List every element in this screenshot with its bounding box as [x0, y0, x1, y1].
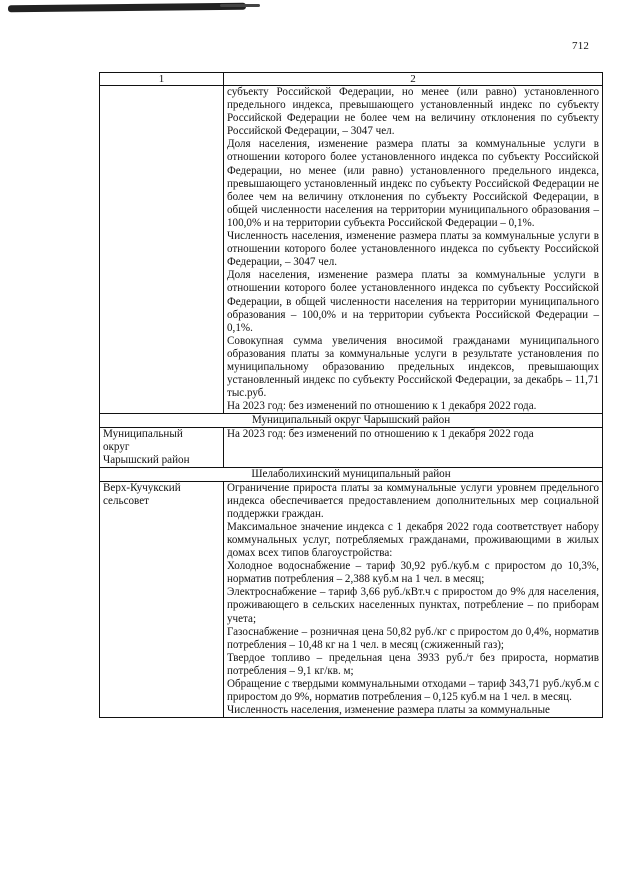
- paragraph: На 2023 год: без изменений по отношению к 1 декабря 2022 года: [227, 427, 534, 440]
- content-cell: [224, 86, 603, 414]
- table-row: [100, 481, 603, 718]
- paragraph: Электроснабжение – тариф 3,66 руб./кВт.ч с приростом до 9% для населения, проживающего в сельских населенных пунктах, потребление – по приборам учета;: [227, 586, 599, 625]
- municipality-name-cell: [100, 427, 224, 467]
- municipality-name-line: округ: [103, 440, 130, 453]
- scan-artifact-bar: [8, 3, 246, 12]
- paragraph: Твердое топливо – предельная цена 3933 руб./т без прироста, норматив потребления – 9,1 кг/кв. м;: [227, 651, 599, 677]
- paragraph: Доля населения, изменение размера платы за коммунальные услуги в отношении которого более установленного индекса по субъекту Российской Федерации, в общей численности населения на территории муниципального образования – 100,0% и на территории субъекта Российской Федерации – 0,1%.: [227, 269, 599, 334]
- municipality-name-line: Чарышский район: [103, 454, 190, 467]
- paragraph: Доля населения, изменение размера платы за коммунальные услуги в отношении которого более установленного индекса по субъекту Российской Федерации, но менее (или равно) установленного предельного индекса, превышающего установленный индекс по субъекту Российской Федерации не более чем на величину отклонения по субъекту Российской Федерации, в общей численности населения на территории муниципального образования – 100,0% и на территории субъекта Российской Федерации – 0,1%.: [227, 138, 599, 229]
- content-cell: [224, 427, 603, 467]
- document-table: [99, 72, 603, 718]
- content-cell: [224, 481, 603, 718]
- paragraph: Газоснабжение – розничная цена 50,82 руб./кг с приростом до 0,4%, норматив потребления – 10,48 кг на 1 чел. в месяц (сжиженный газ);: [227, 625, 599, 651]
- paragraph: Холодное водоснабжение – тариф 30,92 руб./куб.м с приростом до 10,3%, норматив потребления – 2,388 куб.м на 1 чел. в месяц;: [227, 560, 599, 586]
- page-number: 712: [572, 40, 590, 52]
- section-title: Муниципальный округ Чарышский район: [100, 414, 603, 428]
- table-row: [100, 427, 603, 467]
- column-number-1: 1: [100, 73, 224, 86]
- paragraph: Численность населения, изменение размера платы за коммунальные услуги в отношении которого более установленного индекса по субъекту Российской Федерации, – 3047 чел.: [227, 230, 599, 269]
- municipality-name-line: Верх-Кучукский: [103, 481, 181, 494]
- table-row: [100, 86, 603, 414]
- paragraph: субъекту Российской Федерации, но менее (или равно) установленного предельного индекса, превышающего установленный индекс по субъекту Российской Федерации не более чем на величину отклонения по субъекту Российской Федерации, – 3047 чел.: [227, 86, 599, 138]
- section-header-row: [100, 414, 603, 428]
- municipality-name-cell: [100, 481, 224, 718]
- column-number-2: 2: [224, 73, 603, 86]
- empty-cell: [100, 86, 224, 414]
- column-number-row: [100, 73, 603, 86]
- section-header-row: [100, 468, 603, 482]
- paragraph: Совокупная сумма увеличения вносимой гражданами муниципального образования платы за коммунальные услуги в результате установления по муниципальному образованию предельных индексов, превышающих установленный индекс по субъекту Российской Федерации, за декабрь – 11,71 тыс.руб.: [227, 334, 599, 400]
- section-title: Шелаболихинский муниципальный район: [100, 468, 603, 482]
- municipality-name-line: сельсовет: [103, 494, 149, 507]
- municipality-name-line: Муниципальный: [103, 427, 183, 440]
- paragraph: Максимальное значение индекса с 1 декабря 2022 года соответствует набору коммунальных услуг, потребляемых гражданами, проживающими в жилых домах всех типов благоустройства:: [227, 520, 599, 560]
- paragraph: Ограничение прироста платы за коммунальные услуги уровнем предельного индекса обеспечивается предоставлением дополнительных мер социальной поддержки граждан.: [227, 481, 599, 520]
- paragraph: Обращение с твердыми коммунальными отходами – тариф 343,71 руб./куб.м с приростом до 9%, норматив потребления – 0,125 куб.м на 1 чел. в месяц.: [227, 678, 599, 704]
- paragraph: На 2023 год: без изменений по отношению к 1 декабря 2022 года.: [227, 400, 537, 413]
- scan-artifact-tail: [220, 4, 260, 7]
- paragraph: Численность населения, изменение размера платы за коммунальные: [227, 704, 550, 717]
